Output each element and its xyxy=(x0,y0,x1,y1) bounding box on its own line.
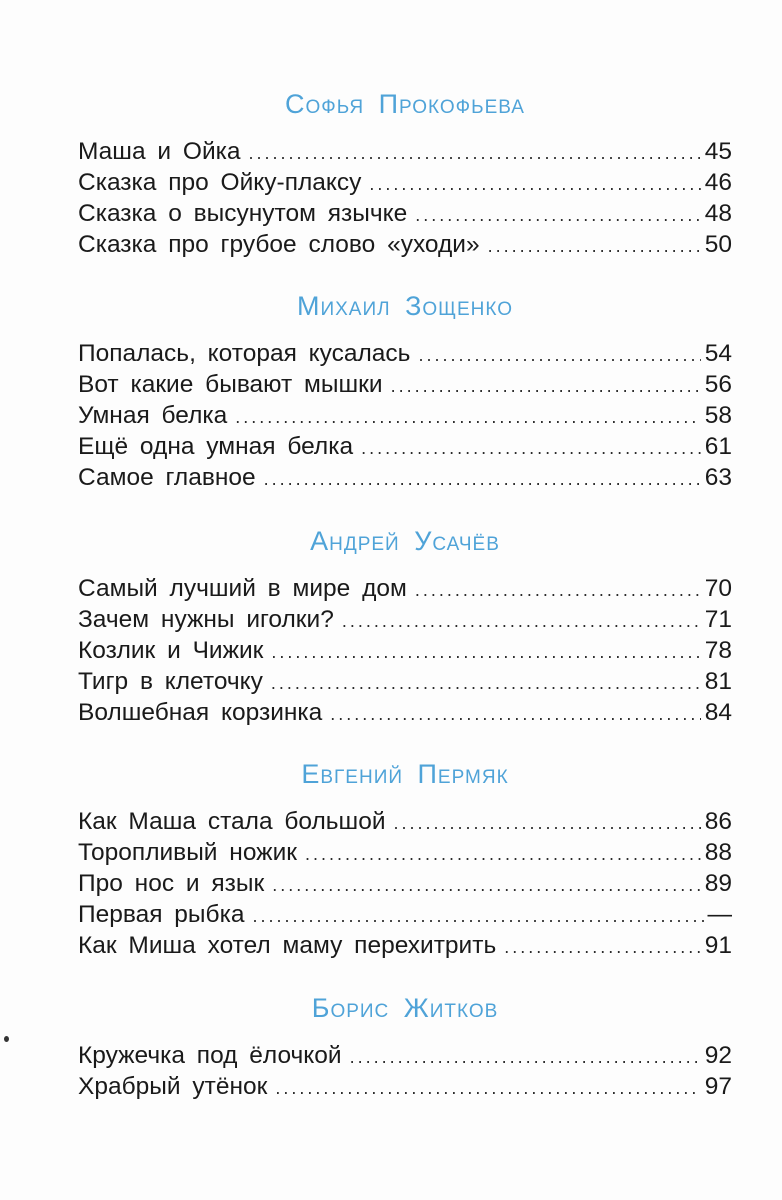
entry-page-number: 91 xyxy=(704,932,732,959)
toc-entry[interactable] xyxy=(78,136,732,167)
entry-list xyxy=(78,573,732,728)
entry-title: Ещё одна умная белка xyxy=(78,433,354,460)
toc-entry[interactable] xyxy=(78,899,732,930)
dot-leader xyxy=(275,1073,700,1104)
entry-page-number: 56 xyxy=(704,371,732,398)
toc-section-prokofieva xyxy=(78,84,732,260)
dot-leader xyxy=(252,901,703,932)
entry-title: Тигр в клеточку xyxy=(78,668,263,695)
dot-leader xyxy=(415,575,701,606)
entry-page-number: 89 xyxy=(704,870,732,897)
toc-section-zhitkov xyxy=(78,988,732,1102)
entry-page-number: 71 xyxy=(704,606,732,633)
entry-title: Зачем нужны иголки? xyxy=(78,606,334,633)
entry-title: Маша и Ойка xyxy=(78,138,241,165)
toc-section-usachev xyxy=(78,521,732,728)
entry-title: Самое главное xyxy=(78,464,256,491)
entry-title: Сказка о высунутом язычке xyxy=(78,200,408,227)
entry-title: Первая рыбка xyxy=(78,901,245,928)
entry-page-number: 92 xyxy=(704,1042,732,1069)
dot-leader xyxy=(264,464,701,495)
toc-entry[interactable] xyxy=(78,635,732,666)
entry-list xyxy=(78,1040,732,1102)
author-heading: Евгений Пермяк xyxy=(301,759,509,789)
entry-page-number: 48 xyxy=(704,200,732,227)
entry-page-number: 58 xyxy=(704,402,732,429)
entry-page-number: 88 xyxy=(704,839,732,866)
toc-entry[interactable] xyxy=(78,666,732,697)
entry-title: Как Маша стала большой xyxy=(78,808,386,835)
toc-entry[interactable] xyxy=(78,167,732,198)
author-heading: Софья Прокофьева xyxy=(285,89,525,119)
toc-entry[interactable] xyxy=(78,604,732,635)
entry-title: Козлик и Чижик xyxy=(78,637,264,664)
dot-leader xyxy=(391,371,701,402)
toc-entry[interactable] xyxy=(78,431,732,462)
dot-leader xyxy=(235,402,700,433)
entry-list xyxy=(78,806,732,961)
dot-leader xyxy=(271,637,700,668)
entry-title: Волшебная корзинка xyxy=(78,699,323,726)
entry-title: Кружечка под ёлочкой xyxy=(78,1042,342,1069)
toc-entry[interactable] xyxy=(78,837,732,868)
toc-section-zoshchenko xyxy=(78,286,732,493)
dot-leader xyxy=(305,839,701,870)
entry-page-number: 97 xyxy=(704,1073,732,1100)
toc-section-permyak xyxy=(78,754,732,961)
toc-entry[interactable] xyxy=(78,806,732,837)
entry-page-number: 70 xyxy=(704,575,732,602)
toc-entry[interactable] xyxy=(78,229,732,260)
dot-leader xyxy=(415,200,700,231)
toc-entry[interactable] xyxy=(78,1040,732,1071)
toc-entry[interactable] xyxy=(78,462,732,493)
entry-page-number: 78 xyxy=(704,637,732,664)
entry-page-number: 81 xyxy=(704,668,732,695)
entry-page-number: 61 xyxy=(704,433,732,460)
toc-entry[interactable] xyxy=(78,198,732,229)
entry-page-number: 63 xyxy=(704,464,732,491)
dot-leader xyxy=(394,808,701,839)
entry-page-number: 84 xyxy=(704,699,732,726)
entry-title: Как Миша хотел маму перехитрить xyxy=(78,932,497,959)
entry-list xyxy=(78,338,732,493)
author-heading: Андрей Усачёв xyxy=(310,526,500,556)
dot-leader xyxy=(361,433,701,464)
entry-title: Самый лучший в мире дом xyxy=(78,575,407,602)
entry-title: Сказка про Ойку-плаксу xyxy=(78,169,362,196)
entry-page-number: — xyxy=(707,901,732,928)
toc-entry[interactable] xyxy=(78,930,732,961)
toc-entry[interactable] xyxy=(78,1071,732,1102)
dot-leader xyxy=(342,606,701,637)
toc-entry[interactable] xyxy=(78,868,732,899)
dot-leader xyxy=(488,231,701,262)
dot-leader xyxy=(330,699,700,730)
print-speck xyxy=(4,1036,9,1042)
dot-leader xyxy=(418,340,700,371)
entry-title: Торопливый ножик xyxy=(78,839,297,866)
entry-title: Сказка про грубое слово «уходи» xyxy=(78,231,480,258)
entry-page-number: 86 xyxy=(704,808,732,835)
entry-title: Умная белка xyxy=(78,402,228,429)
dot-leader xyxy=(350,1042,701,1073)
entry-page-number: 50 xyxy=(704,231,732,258)
entry-page-number: 45 xyxy=(704,138,732,165)
author-heading: Михаил Зощенко xyxy=(296,291,514,321)
entry-title: Храбрый утёнок xyxy=(78,1073,268,1100)
toc-entry[interactable] xyxy=(78,338,732,369)
dot-leader xyxy=(369,169,700,200)
toc-entry[interactable] xyxy=(78,400,732,431)
entry-list xyxy=(78,136,732,260)
entry-page-number: 54 xyxy=(704,340,732,367)
toc-entry[interactable] xyxy=(78,369,732,400)
dot-leader xyxy=(271,668,701,699)
toc-entry[interactable] xyxy=(78,573,732,604)
entry-title: Вот какие бывают мышки xyxy=(78,371,383,398)
entry-title: Попалась, которая кусалась xyxy=(78,340,411,367)
dot-leader xyxy=(272,870,701,901)
entry-page-number: 46 xyxy=(704,169,732,196)
dot-leader xyxy=(504,932,701,963)
dot-leader xyxy=(249,138,701,169)
author-heading: Борис Житков xyxy=(311,993,499,1023)
entry-title: Про нос и язык xyxy=(78,870,265,897)
toc-entry[interactable] xyxy=(78,697,732,728)
